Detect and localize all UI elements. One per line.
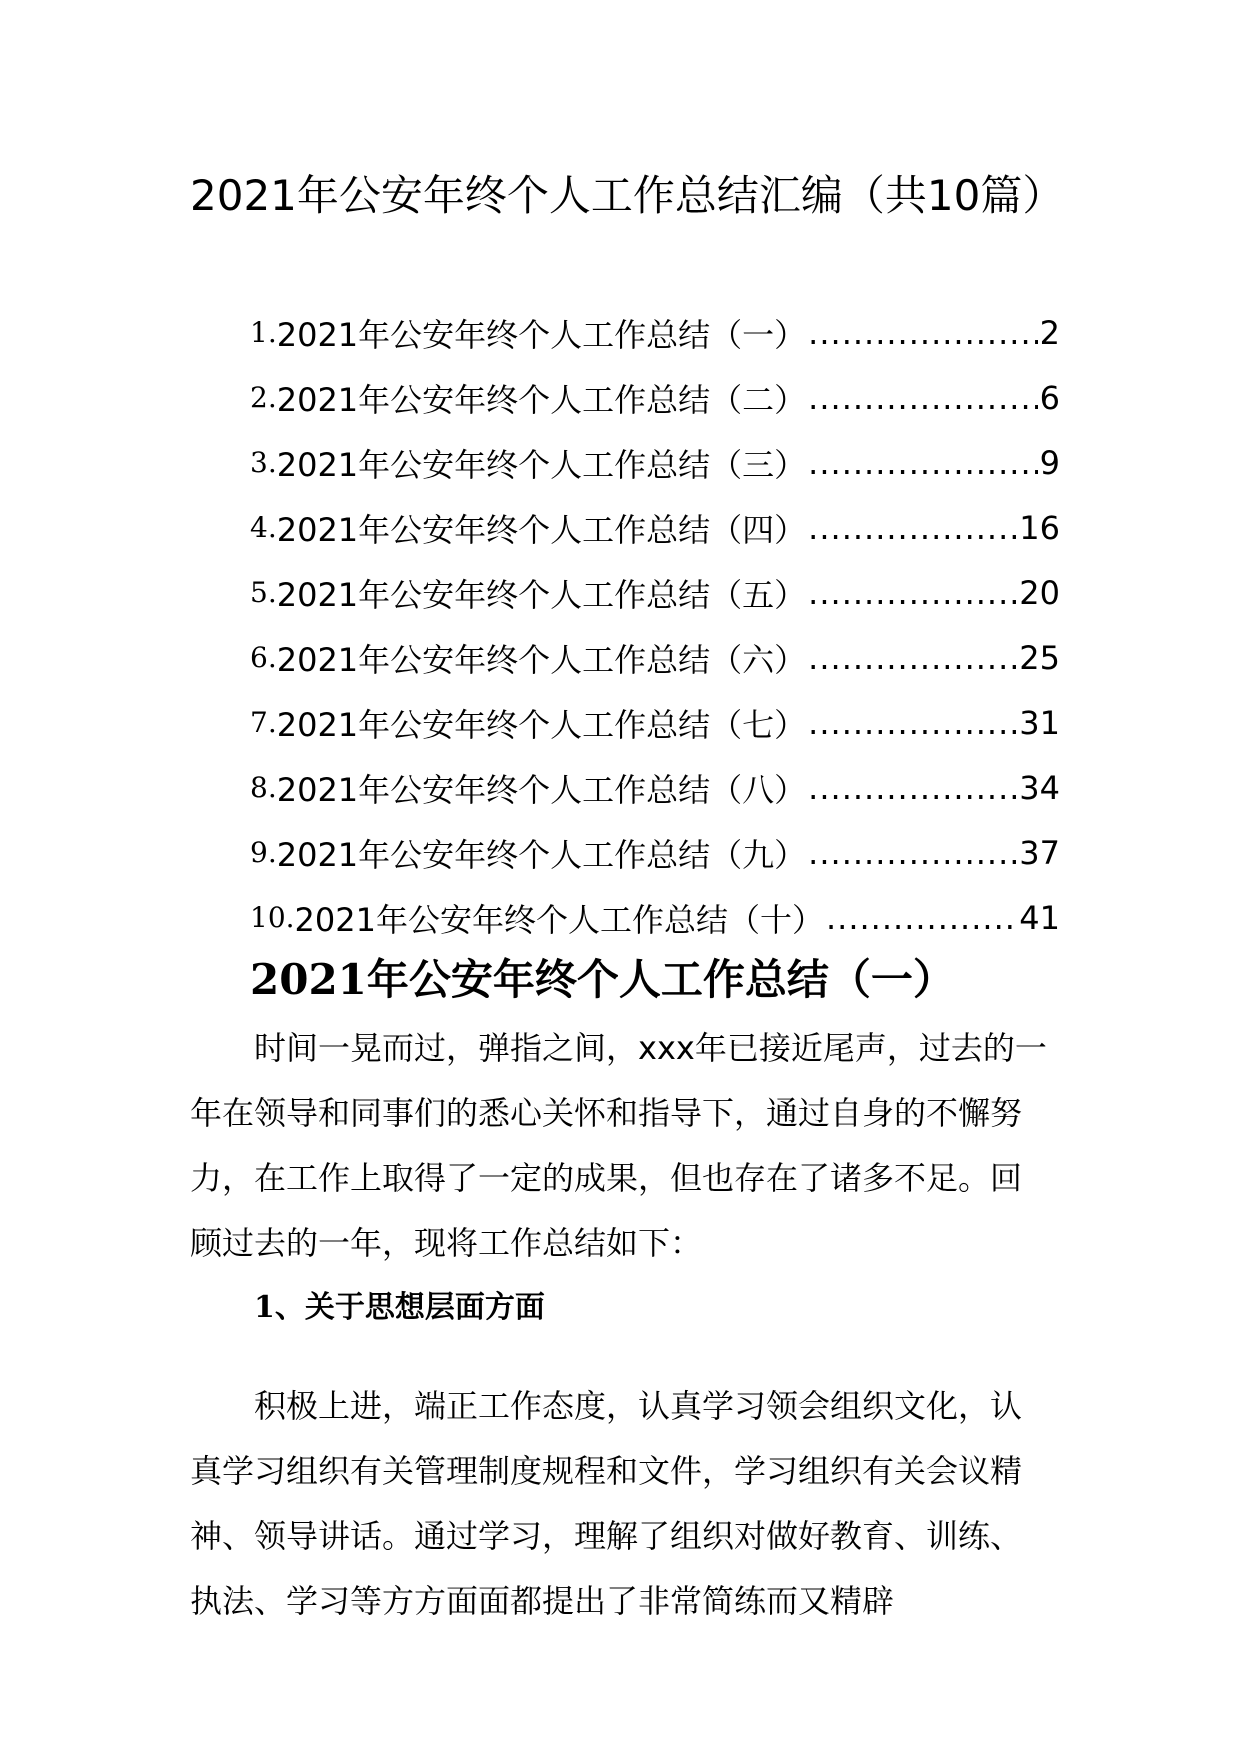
subheading: 1、关于思想层面方面: [254, 1290, 545, 1325]
toc-item-page: 41: [1019, 898, 1060, 937]
body-paragraph: 时间一晃而过，弹指之间，xxx年已接近尾声，过去的一年在领导和同事们的悉心关怀和指导下，通过自身的不懈努力，在工作上取得了一定的成果，但也存在了诸多不足。回顾过去的一年，现将工作总结如下：: [190, 1029, 1047, 1262]
toc-leader-dots: [808, 834, 1017, 872]
toc-item-page: 6: [1039, 378, 1060, 417]
toc-item-title: 2021年公安年终个人工作总结（一）: [276, 315, 807, 354]
toc-leader-dots: [826, 899, 1017, 937]
toc-leader-dots: [808, 314, 1037, 352]
toc-item-title: 2021年公安年终个人工作总结（十）: [294, 900, 824, 939]
toc-item-page: 2: [1039, 313, 1060, 352]
toc-leader-dots: [808, 379, 1037, 417]
toc-item-number: 6.: [250, 641, 277, 674]
toc-item[interactable]: [250, 560, 1060, 625]
toc-item-number: 3.: [250, 446, 277, 479]
toc-item[interactable]: [250, 365, 1060, 430]
toc-item-page: 31: [1019, 703, 1060, 742]
toc-item-title: 2021年公安年终个人工作总结（二）: [276, 380, 807, 419]
toc-item-title: 2021年公安年终个人工作总结（七）: [276, 705, 807, 744]
toc-item-title: 2021年公安年终个人工作总结（八）: [276, 770, 807, 809]
toc-leader-dots: [808, 574, 1017, 612]
table-of-contents: [250, 300, 1060, 950]
toc-item-number: 5.: [250, 576, 277, 609]
toc-item-number: 4.: [250, 511, 277, 544]
toc-item-number: 7.: [250, 706, 277, 739]
toc-item-title: 2021年公安年终个人工作总结（九）: [276, 835, 807, 874]
toc-item-page: 34: [1019, 768, 1060, 807]
toc-item[interactable]: [250, 690, 1060, 755]
toc-item[interactable]: [250, 495, 1060, 560]
toc-item-page: 9: [1039, 443, 1060, 482]
toc-item[interactable]: [250, 820, 1060, 885]
toc-item-page: 16: [1019, 508, 1060, 547]
toc-item-page: 37: [1019, 833, 1060, 872]
toc-item-title: 2021年公安年终个人工作总结（三）: [276, 445, 807, 484]
toc-item[interactable]: [250, 625, 1060, 690]
toc-leader-dots: [808, 769, 1017, 807]
toc-item-title: 2021年公安年终个人工作总结（四）: [276, 510, 807, 549]
toc-leader-dots: [808, 704, 1017, 742]
document-title: 2021年公安年终个人工作总结汇编（共10篇）: [190, 171, 1065, 220]
toc-item-number: 2.: [250, 381, 277, 414]
toc-leader-dots: [808, 639, 1017, 677]
toc-item-page: 20: [1019, 573, 1060, 612]
toc-item[interactable]: [250, 430, 1060, 495]
toc-item[interactable]: [250, 885, 1060, 950]
toc-item-number: 8.: [250, 771, 277, 804]
toc-item-title: 2021年公安年终个人工作总结（六）: [276, 640, 807, 679]
toc-item-number: 1.: [250, 316, 277, 349]
toc-item-number: 10.: [250, 901, 295, 934]
toc-item-title: 2021年公安年终个人工作总结（五）: [276, 575, 807, 614]
toc-item[interactable]: [250, 755, 1060, 820]
toc-item-page: 25: [1019, 638, 1060, 677]
toc-item-number: 9.: [250, 836, 277, 869]
section-title: 2021年公安年终个人工作总结（一）: [250, 955, 955, 1004]
body-paragraph: 积极上进，端正工作态度，认真学习领会组织文化，认真学习组织有关管理制度规程和文件，学习组织有关会议精神、领导讲话。通过学习，理解了组织对做好教育、训练、执法、学习等方方面面都提出了非常简练而又精辟: [190, 1387, 1023, 1620]
toc-leader-dots: [808, 444, 1037, 482]
toc-item[interactable]: [250, 300, 1060, 365]
toc-leader-dots: [808, 509, 1017, 547]
